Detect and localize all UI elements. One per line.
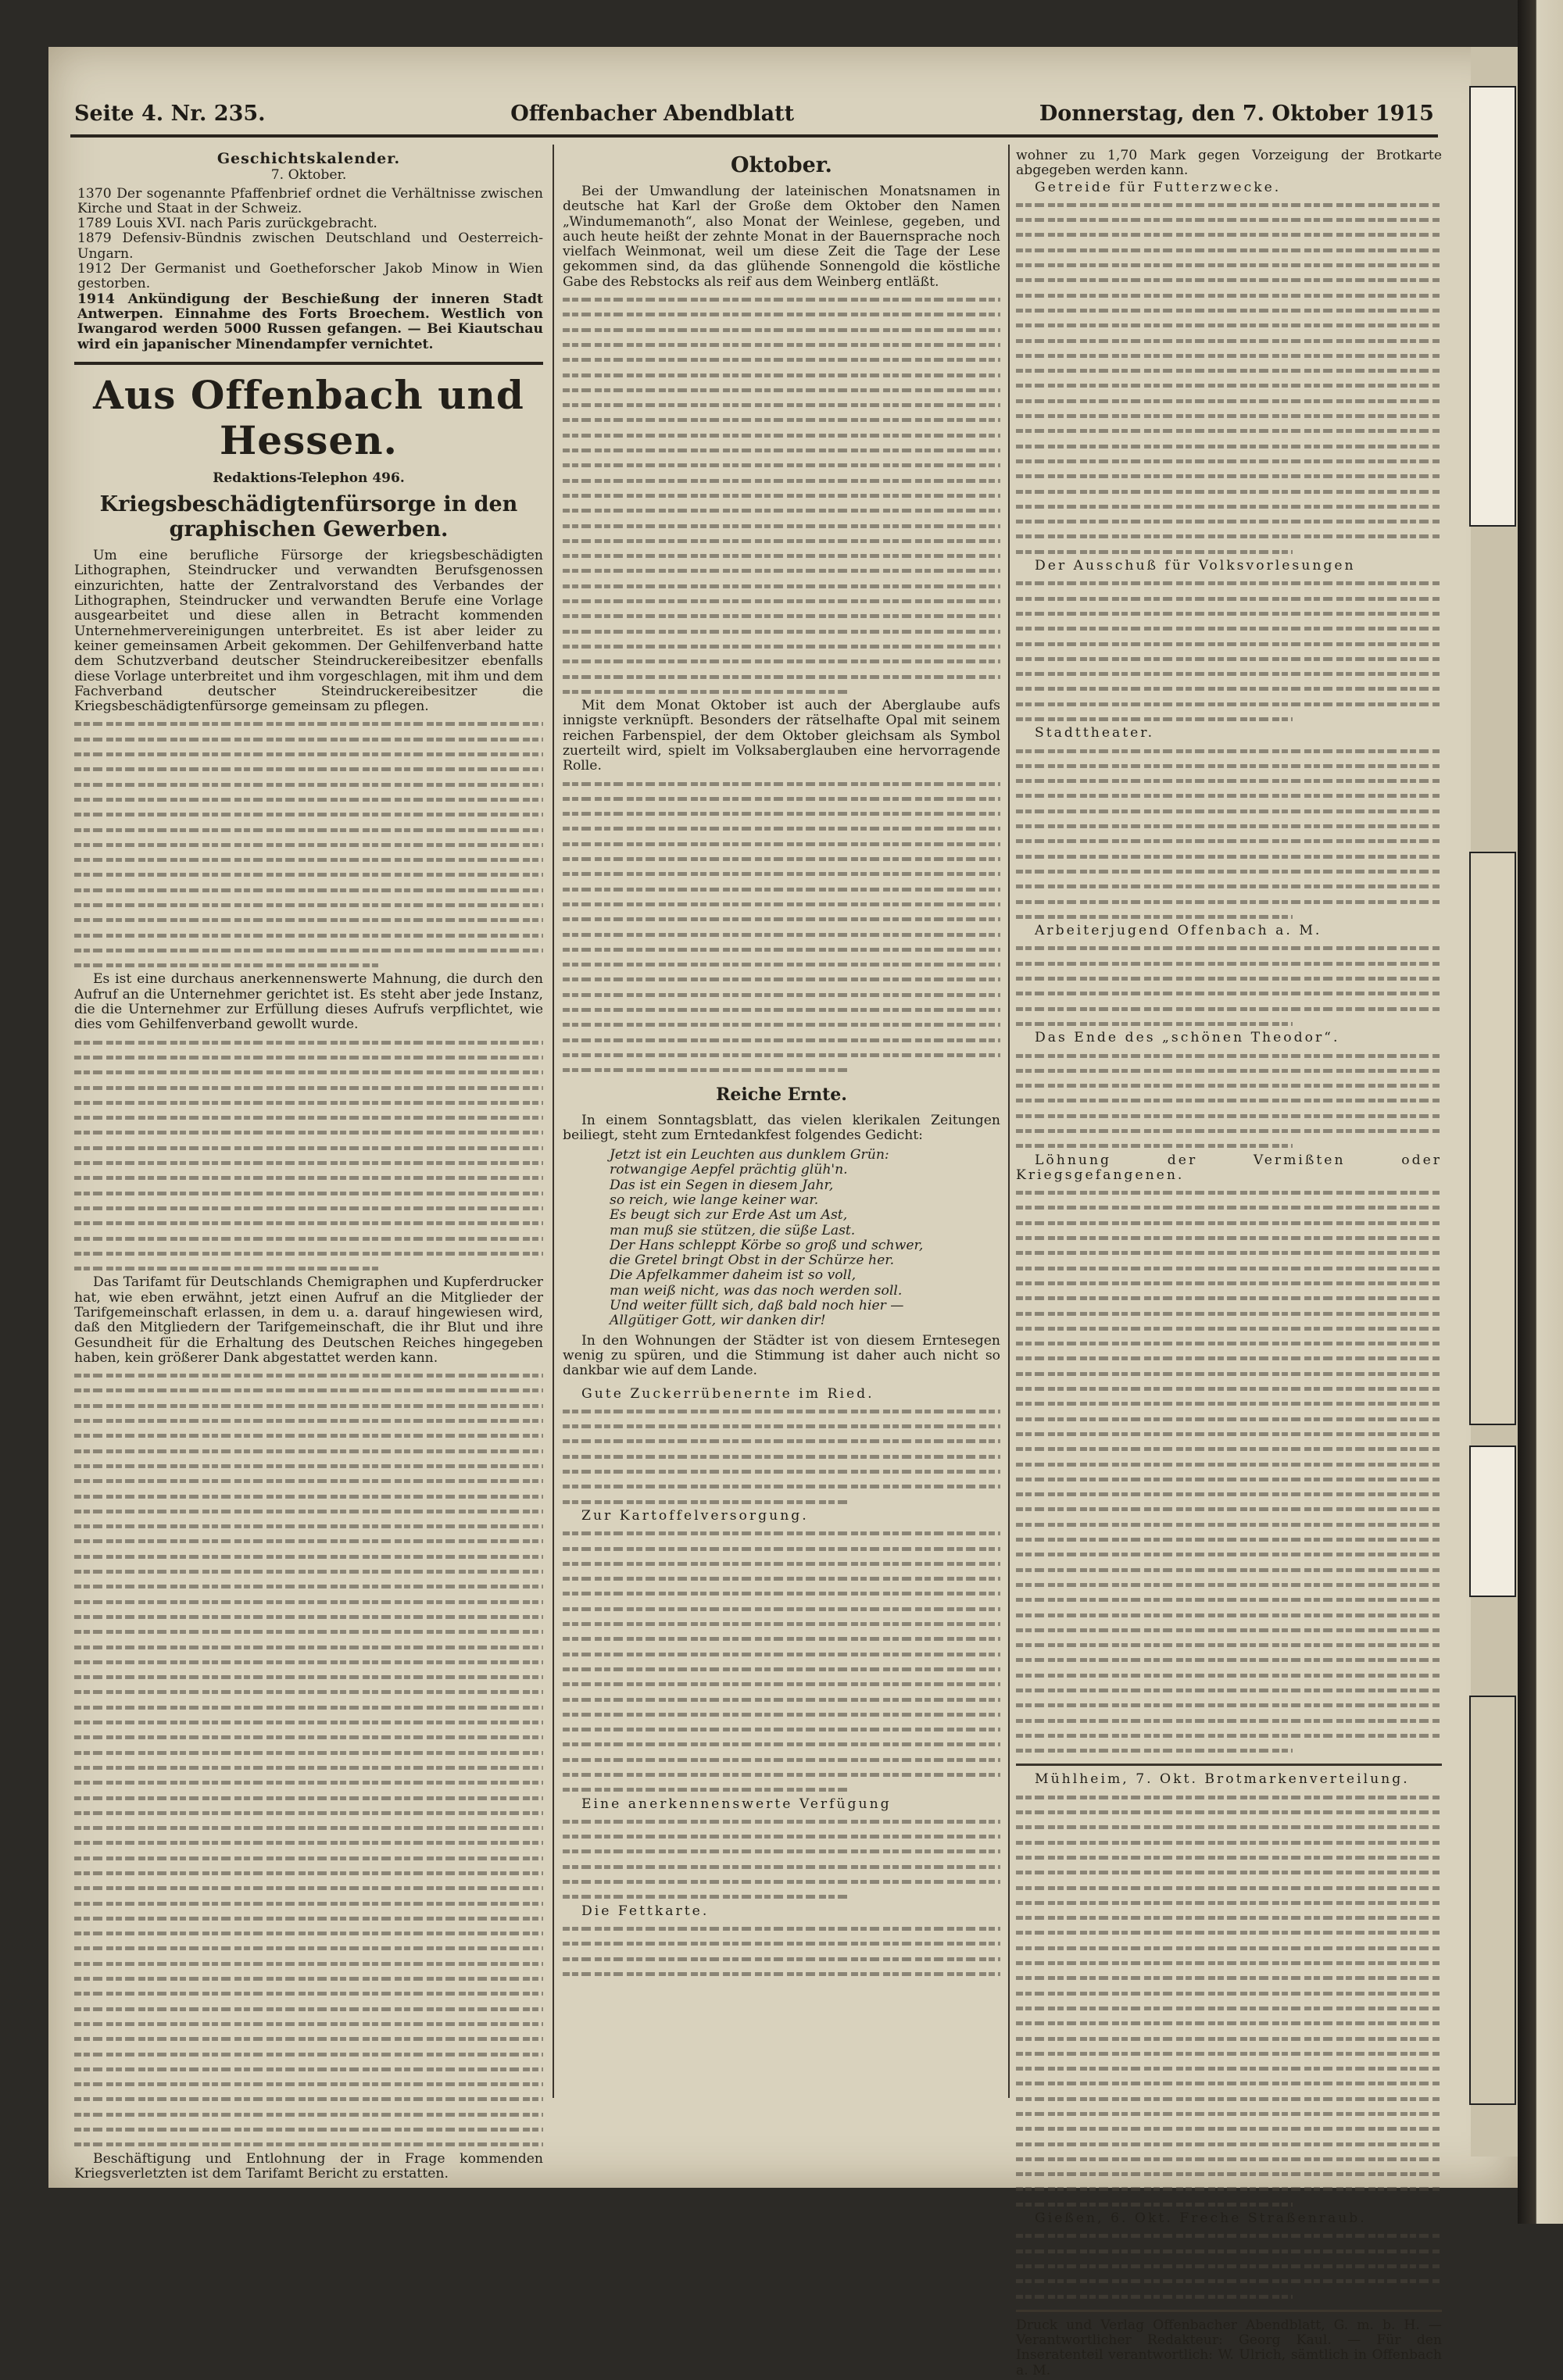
news-item-title: Arbeiterjugend Offenbach a. M. xyxy=(1035,923,1322,939)
column-1 xyxy=(74,148,543,2183)
article-paragraph: Es ist eine durchaus anerkennenswerte Mahnung, die durch den Aufruf an die Unternehmer gerichtet ist. Es steht aber jede Instanz, die die Unternehmer zur Erfüllung dieses Aufrufs verpflichtet, wie dies vom Gehilfenverband gewollt wurde. xyxy=(74,971,543,1033)
header-masthead: Offenbacher Abendblatt xyxy=(510,102,795,126)
poem-line: Es beugt sich zur Erde Ast um Ast, xyxy=(610,1207,848,1224)
poem-line: rotwangige Aepfel prächtig glüh'n. xyxy=(610,1162,848,1178)
adjacent-page-ad xyxy=(1469,86,1516,527)
article-text-block xyxy=(1016,1048,1442,1153)
article-text-block xyxy=(1016,743,1442,924)
news-item-title: Stadttheater. xyxy=(1035,725,1155,742)
imprint: Druck und Verlag Offenbacher Abendblatt, G. m. b. H. — Verantwortlicher Redakteur: Georg Kaul. — Für den Inseratenteil verantwortlich: W. Ulrich, sämtlich in Offenbach a. M. xyxy=(1016,2317,1442,2378)
poem-line: Das ist ein Segen in diesem Jahr, xyxy=(610,1177,834,1193)
poem-title: Reiche Ernte. xyxy=(716,1084,847,1105)
poem-line: man muß sie stützen, die süße Last. xyxy=(610,1222,856,1238)
article-text-block xyxy=(563,1525,1000,1796)
news-item-title: Getreide für Futterzwecke. xyxy=(1035,179,1282,195)
news-item-title: Mühlheim, 7. Okt. Brotmarkenverteilung. xyxy=(1035,1771,1410,1788)
section-rule xyxy=(1016,2310,1442,2312)
book-binding xyxy=(1518,0,1563,2224)
news-item-title: Das Ende des „schönen Theodor“. xyxy=(1035,1030,1340,1046)
news-item-title: Die Fettkarte. xyxy=(581,1903,710,1919)
article-paragraph: Mit dem Monat Oktober ist auch der Aberglaube aufs innigste verknüpft. Besonders der rätselhafte Opal mit seinem reichen Farbenspiel, der dem Oktober gleichsam als Symbol zuerteilt wird, spielt im Volksaberglauben eine hervorragende Rolle. xyxy=(563,698,1000,774)
article-text-block xyxy=(563,776,1000,1077)
calendar-item: 1879 Defensiv-Bündnis zwischen Deutschland und Oesterreich-Ungarn. xyxy=(77,230,543,262)
article-title: Oktober. xyxy=(731,153,832,177)
news-item-title: Gießen, 6. Okt. Freche Straßenraub. xyxy=(1035,2210,1367,2227)
article-paragraph: wohner zu 1,70 Mark gegen Vorzeigung der Brotkarte abgegeben werden kann. xyxy=(1016,148,1442,179)
section-rule xyxy=(1016,1764,1442,1766)
article-paragraph: Beschäftigung und Entlohnung der in Frage kommenden Kriegsverletzten ist dem Tarifamt Bericht zu erstatten. xyxy=(74,2150,543,2182)
adjacent-page-ad xyxy=(1469,1696,1516,2105)
article-text-block xyxy=(74,1367,543,2151)
calendar-item: 1912 Der Germanist und Goetheforscher Jakob Minow in Wien gestorben. xyxy=(77,261,543,292)
poem-intro: In einem Sonntagsblatt, das vielen klerikalen Zeitungen beiliegt, steht zum Erntedankfest folgendes Gedicht: xyxy=(563,1112,1000,1143)
column-divider xyxy=(1008,145,1010,2098)
article-text-block xyxy=(563,1403,1000,1509)
article-paragraph: Um eine berufliche Fürsorge der kriegsbeschädigten Lithographen, Steindrucker und verwandten Berufsgenossen einzurichten, hatte der Zentralvorstand des Verbandes der Lithographen, Steindrucker und verwandten Berufe eine Vorlage ausgearbeitet und diese allen in Betracht kommenden Unternehmervereinigungen unterbreitet. Es ist aber leider zu keiner gemeinsamen Arbeit gekommen. Der Gehilfenverband hatte dem Schutzverband deutscher Steindruckereibesitzer ebenfalls diese Vorlage unterbreitet und ihm vorgeschlagen, mit ihm und dem Fachverband deutscher Steindruckereibesitzer die Kriegsbeschädigtenfürsorge gemeinsam zu pflegen. xyxy=(74,548,543,715)
section-rule xyxy=(74,362,543,365)
column-divider xyxy=(553,145,554,2098)
article-text-block xyxy=(563,291,1000,699)
article-text-block xyxy=(563,1814,1000,1904)
column-3 xyxy=(1016,148,1442,2380)
news-item-title: Löhnung der Vermißten oder Kriegsgefangenen. xyxy=(1016,1152,1442,1183)
news-item-title: Zur Kartoffelversorgung. xyxy=(581,1507,809,1524)
adjacent-page-ad xyxy=(1469,852,1516,1425)
calendar-item: 1789 Louis XVI. nach Paris zurückgebracht. xyxy=(77,216,377,232)
article-text-block xyxy=(1016,575,1442,726)
calendar-item: 1914 Ankündigung der Beschießung der inneren Stadt Antwerpen. Einnahme des Forts Broechem. Westlich von Iwangarod werden 5000 Russen gefangen. — Bei Kiautschau wird ein japanischer Minendampfer vernichtet. xyxy=(77,291,543,352)
article-text-block xyxy=(74,716,543,972)
section-headline: Aus Offenbach und Hessen. xyxy=(93,371,524,463)
header-date: Donnerstag, den 7. Oktober 1915 xyxy=(1039,102,1434,126)
article-text-block xyxy=(563,1921,1000,1981)
header-rule xyxy=(70,134,1438,138)
poem-line: so reich, wie lange keiner war. xyxy=(610,1192,819,1208)
news-item-title: Eine anerkennenswerte Verfügung xyxy=(581,1796,892,1812)
article-text-block xyxy=(1016,940,1442,1031)
poem-line: die Gretel bringt Obst in der Schürze her. xyxy=(610,1253,895,1269)
article-text-block xyxy=(1016,1789,1442,2211)
article-paragraph: Bei der Umwandlung der lateinischen Monatsnamen in deutsche hat Karl der Große dem Oktober den Namen „Windumemanoth“, also Monat der Weinlese, gegeben, und auch heute heißt der zehnte Monat in der Bauernsprache noch vielfach Weinmonat, weil um diese Zeit die Tage der Lese gekommen sind, da das glühende Sonnengold die köstliche Gabe des Rebstocks als reif aus dem Weinberg entläßt. xyxy=(563,184,1000,290)
poem xyxy=(610,1148,1000,1329)
article-text-block xyxy=(1016,1185,1442,1757)
calendar-date: 7. Oktober. xyxy=(270,167,347,184)
header-page-number: Seite 4. Nr. 235. xyxy=(74,102,266,126)
poem-line: Jetzt ist ein Leuchten aus dunklem Grün: xyxy=(610,1147,889,1163)
article-paragraph: Das Tarifamt für Deutschlands Chemigraphen und Kupferdrucker hat, wie eben erwähnt, jetzt einen Aufruf an die Mitglieder der Tarifgemeinschaft erlassen, in dem u. a. darauf hingewiesen wird, daß den Mitgliedern der Tarifgemeinschaft, die ihr Blut und ihre Gesundheit für die Erhaltung des Deutschen Reiches hingegeben haben, kein größerer Dank abgestattet werden kann. xyxy=(74,1274,543,1366)
article-text-block xyxy=(1016,197,1442,559)
calendar-item: 1370 Der sogenannte Pfaffenbrief ordnet die Verhältnisse zwischen Kirche und Staat in der Schweiz. xyxy=(77,185,543,216)
news-item-title: Der Ausschuß für Volksvorlesungen xyxy=(1035,558,1356,574)
poem-line: Und weiter füllt sich, daß bald noch hier — xyxy=(610,1298,904,1314)
page-header xyxy=(74,102,1434,133)
poem-line: Die Apfelkammer daheim ist so voll, xyxy=(610,1267,857,1284)
adjacent-page-ad xyxy=(1469,1446,1516,1597)
editorial-telephone: Redaktions-Telephon 496. xyxy=(213,470,405,486)
poem-line: Der Hans schleppt Körbe so groß und schwer, xyxy=(610,1237,924,1253)
article-text-block xyxy=(1016,2228,1442,2303)
article-title: Kriegsbeschädigtenfürsorge in den graphischen Gewerben. xyxy=(99,492,518,542)
article-paragraph: In den Wohnungen der Städter ist von diesem Erntesegen wenig zu spüren, und die Stimmung ist daher auch nicht so dankbar wie auf dem Lande. xyxy=(563,1332,1000,1379)
poem-line: Allgütiger Gott, wir danken dir! xyxy=(610,1313,826,1329)
column-2 xyxy=(563,148,1000,1981)
poem-line: man weiß nicht, was das noch werden soll. xyxy=(610,1282,903,1299)
calendar-title: Geschichtskalender. xyxy=(216,150,401,167)
news-item-title: Gute Zuckerrübenernte im Ried. xyxy=(581,1385,874,1402)
article-text-block xyxy=(74,1035,543,1276)
